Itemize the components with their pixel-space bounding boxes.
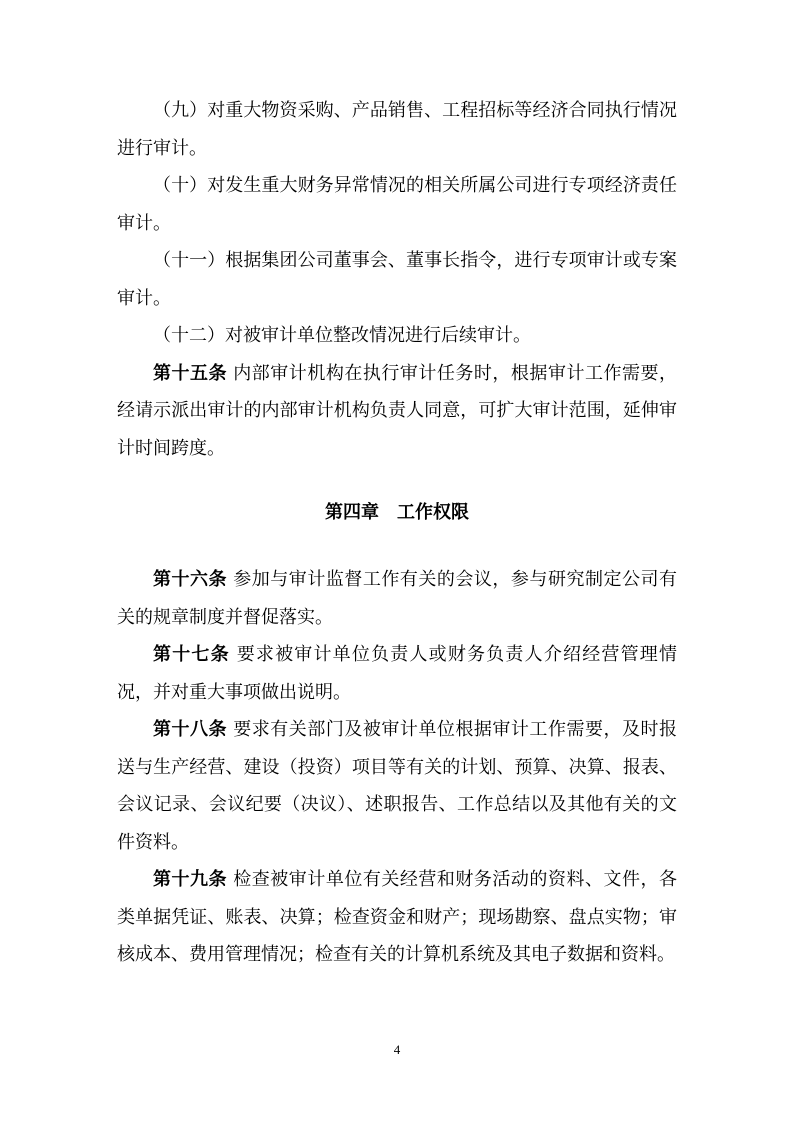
list-item-12: （十二）对被审计单位整改情况进行后续审计。 xyxy=(153,325,531,346)
article-18-text: 要求有关部门及被审计单位根据审计工作需要，及时报送与生产经营、建设（投资）项目等有关的计划、预算、决算、报表、会议记录、会议纪要（决议）、述职报告、工作总结以及其他有关的文件资料。 xyxy=(117,719,677,853)
article-15-text: 内部审计机构在执行审计任务时，根据审计工作需要，经请示派出审计的内部审计机构负责人同意，可扩大审计范围，延伸审计时间跨度。 xyxy=(117,362,677,459)
chapter-title: 工作权限 xyxy=(397,502,469,523)
article-15-label: 第十五条 xyxy=(153,362,228,384)
list-item-9: （九）对重大物资采购、产品销售、工程招标等经济合同执行情况进行审计。 xyxy=(117,100,677,159)
article-16-label: 第十六条 xyxy=(153,569,228,590)
chapter-number: 第四章 xyxy=(325,502,379,523)
list-item-10: （十）对发生重大财务异常情况的相关所属公司进行专项经济责任审计。 xyxy=(117,175,677,234)
article-18 xyxy=(117,711,677,861)
article-17-text: 要求被审计单位负责人或财务负责人介绍经营管理情况，并对重大事项做出说明。 xyxy=(117,644,677,703)
article-19-label: 第十九条 xyxy=(153,869,228,890)
article-16-text: 参加与审计监督工作有关的会议，参与研究制定公司有关的规章制度并督促落实。 xyxy=(117,569,677,628)
chapter-heading xyxy=(117,499,677,527)
list-item-11: （十一）根据集团公司董事会、董事长指令，进行专项审计或专案审计。 xyxy=(117,250,677,309)
article-19-text: 检查被审计单位有关经营和财务活动的资料、文件，各类单据凭证、账表、决算；检查资金和财产；现场勘察、盘点实物；审核成本、费用管理情况；检查有关的计算机系统及其电子数据和资料。 xyxy=(117,869,677,965)
page-body xyxy=(117,92,677,974)
article-17 xyxy=(117,636,677,711)
article-17-label: 第十七条 xyxy=(153,644,230,665)
article-15 xyxy=(117,355,677,468)
article-18-label: 第十八条 xyxy=(153,719,228,740)
page-number: 4 xyxy=(393,1042,401,1057)
article-16 xyxy=(117,561,677,636)
article-19 xyxy=(117,861,677,974)
